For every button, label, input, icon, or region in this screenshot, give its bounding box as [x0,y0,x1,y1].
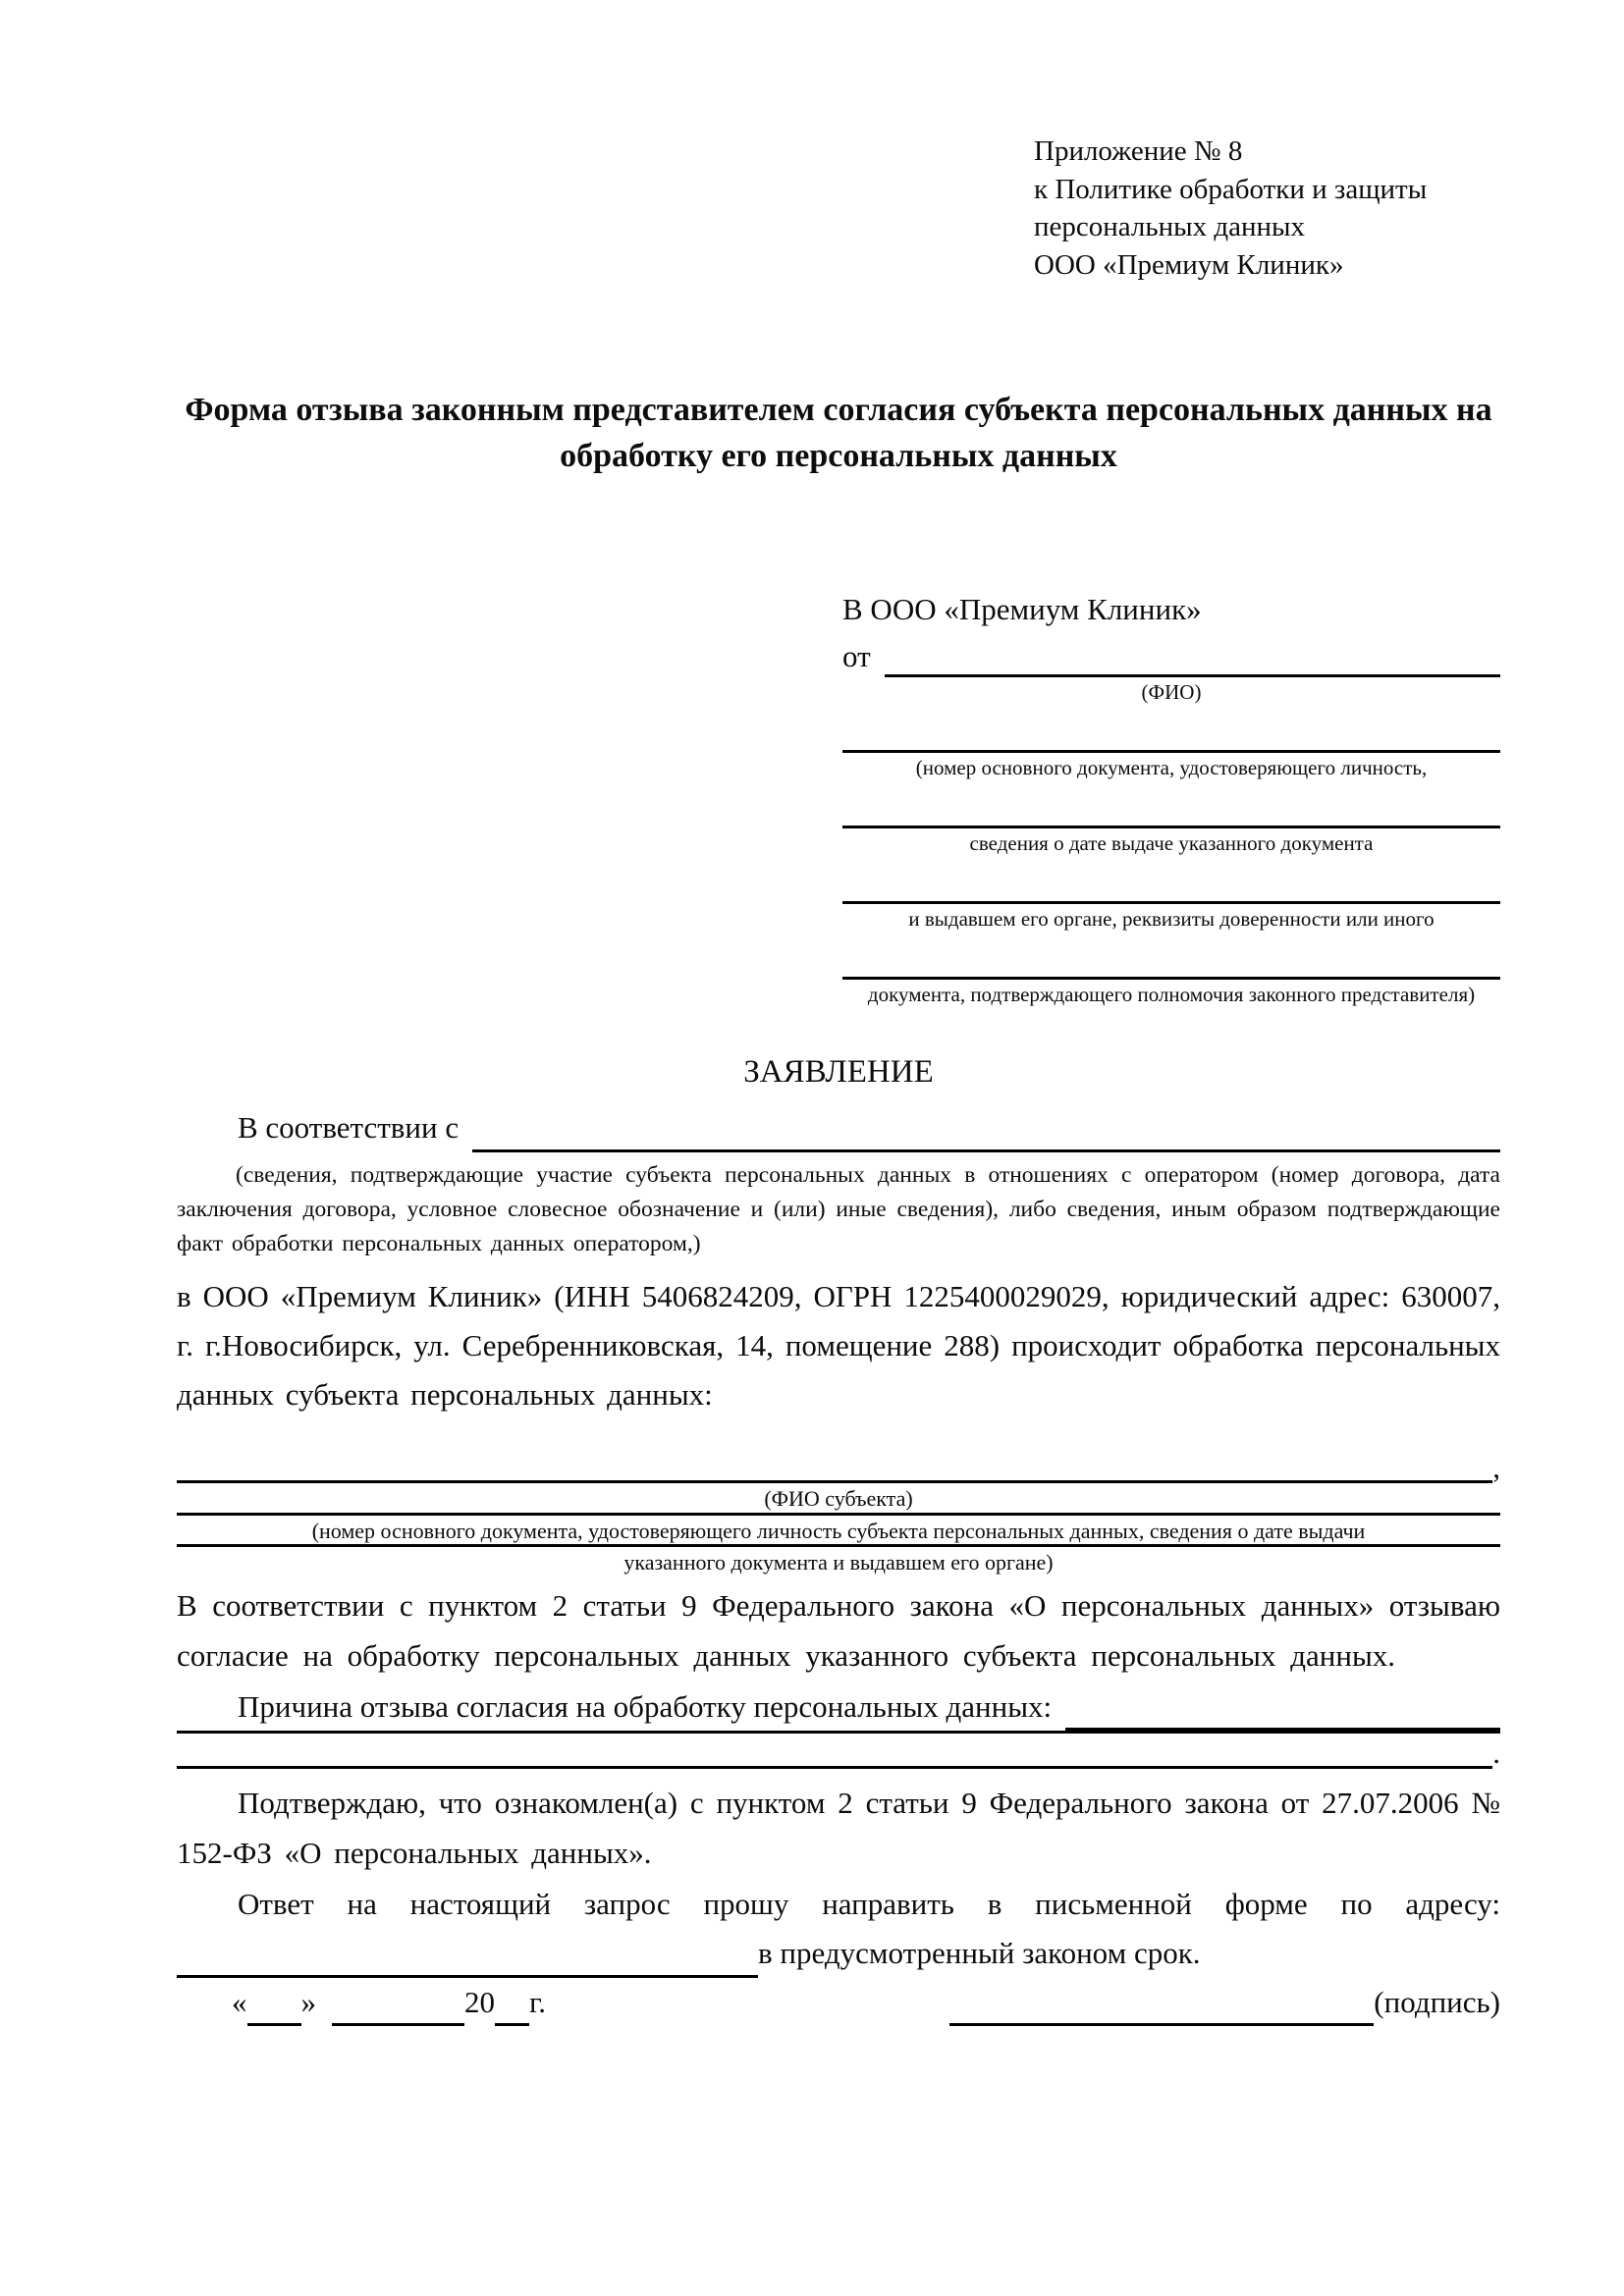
in-accordance-blank-line [472,1116,1500,1152]
footer-row [177,1978,1500,2027]
representative-doc-caption-3: и выдавшем его органе, реквизиты доверенности или иного [908,907,1435,932]
subject-fio-caption: (ФИО субъекта) [764,1486,913,1512]
from-label: от [842,639,871,674]
representative-fio-blank-line [885,641,1500,677]
date-field [232,1978,546,2027]
representative-doc-caption-1: (номер основного документа, удостоверяющего личность, [915,755,1428,779]
appendix-note-line-1: Приложение № 8 [1034,135,1243,167]
subject-fio-trailing-comma: , [1492,1449,1500,1484]
reason-blank-line-3 [177,1734,1492,1769]
reason-blank-line-3-row [177,1734,1500,1769]
subject-fio-row [177,1447,1500,1483]
in-accordance-label: В соответствии с [238,1110,460,1146]
appendix-note [1034,133,1500,284]
addressee-block [842,590,1500,1008]
subject-doc-caption-2: указанного документа и выдавшем его органе) [623,1550,1054,1575]
reply-address-row [177,1929,1500,1978]
date-quote-close: » [300,1984,316,2019]
subject-fio-blank-line [177,1447,1492,1483]
representative-doc-blank-line-2 [842,780,1500,828]
reason-blank-line [1065,1694,1500,1731]
date-month-blank [332,1992,464,2027]
reason-trailing-period: . [1492,1735,1500,1770]
representative-doc-blank-line-1 [842,705,1500,753]
reply-address-blank-line [177,1942,758,1978]
statement-heading: ЗАЯВЛЕНИЕ [743,1053,934,1090]
appendix-note-line-3: персональных данных [1034,211,1306,243]
representative-doc-blank-line-3 [842,856,1500,904]
in-accordance-row [177,1103,1500,1152]
signature-blank-line [949,1992,1374,2027]
signature-field [949,1978,1500,2027]
from-row [842,637,1500,676]
fine-print-note: (сведения, подтверждающие участие субъекта персональных данных в отношениях с оператором (номер договора, дата заключения договора, условное словесное обозначение и (или) иные сведения), либо сведения, иным образом подтверждающие факт обработки персональных данных оператором,) [177,1161,1500,1257]
withdrawal-paragraph: В соответствии с пунктом 2 статьи 9 Федерального закона «О персональных данных» отзываю согласие на обработку персональных данных указанного субъекта персональных данных. [177,1588,1500,1673]
addressee-organization: В ООО «Премиум Клиник» [842,592,1202,627]
date-year-prefix: 20 [464,1984,495,2019]
representative-doc-caption-4: документа, подтверждающего полномочия законного представителя) [867,983,1476,1007]
reply-paragraph: Ответ на настоящий запрос прошу направить в письменной форме по адресу: [238,1886,1500,1921]
signature-caption: (подпись) [1374,1984,1500,2019]
confirmation-paragraph: Подтверждаю, что ознакомлен(а) с пунктом 2 статьи 9 Федерального закона от 27.07.2006 № 152-ФЗ «О персональных данных». [177,1786,1500,1870]
reply-tail-text: в предусмотренный законом срок. [758,1936,1201,1971]
date-year-blank [495,1992,529,2027]
operator-paragraph: в ООО «Премиум Клиник» (ИНН 5406824209, ОГРН 1225400029029, юридический адрес: 630007, г. г.Новосибирск, ул. Серебренниковская, 14, помещение 288) происходит обработка персональных данных субъекта персональных данных: [177,1278,1500,1412]
appendix-note-line-4: ООО «Премиум Клиник» [1034,248,1344,281]
representative-doc-blank-line-4 [842,932,1500,980]
date-year-suffix: г. [529,1984,546,2019]
date-quote-open: « [232,1984,247,2019]
date-day-blank [247,1992,301,2027]
subject-doc-caption-1: (номер основного документа, удостоверяющего личность субъекта персональных данных, сведения о дате выдачи [311,1518,1366,1543]
appendix-note-line-2: к Политике обработки и защиты [1034,173,1428,205]
reason-label: Причина отзыва согласия на обработку персональных данных: [238,1688,1053,1724]
document-title: Форма отзыва законным представителем согласия субъекта персональных данных на обработку его персональных данных [185,392,1492,475]
representative-doc-caption-2: сведения о дате выдаче указанного документа [969,831,1374,856]
fio-caption: (ФИО) [1141,679,1202,704]
reason-row [177,1682,1500,1732]
